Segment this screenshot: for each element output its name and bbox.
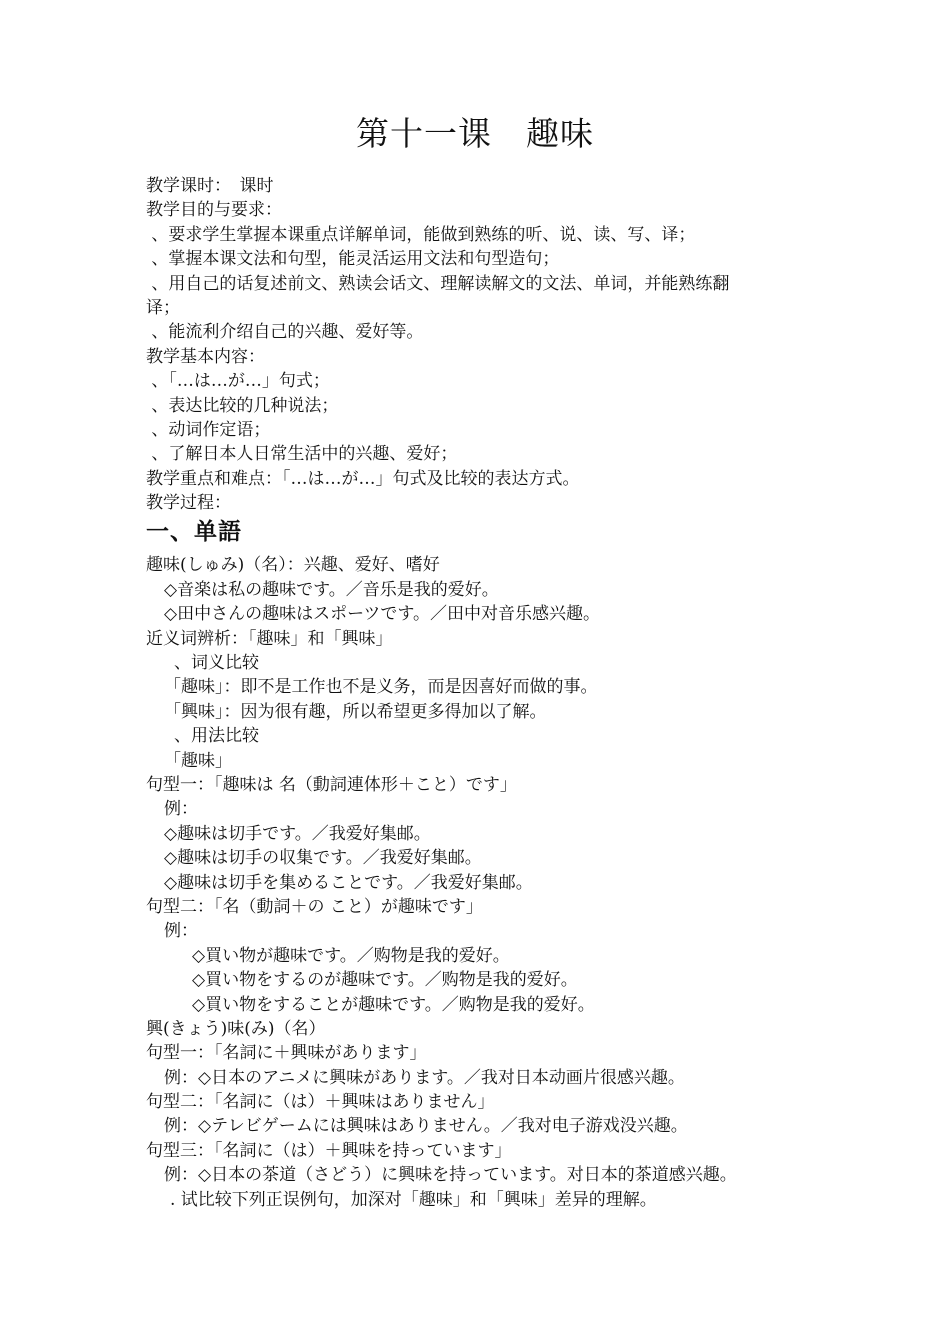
section-heading: 一、单語 [146, 519, 242, 546]
document-body [146, 174, 826, 1212]
text-line: 、动词作定语； [146, 419, 271, 440]
example-line: ◇音楽は私の趣味です。／音乐是我的爱好。 [164, 579, 499, 600]
text-line: 教学基本内容： [146, 346, 265, 367]
text-line: . 试比较下列正误例句，加深对「趣味」和「興味」差异的理解。 [170, 1189, 657, 1210]
example-line: ◇買い物が趣味です。／购物是我的爱好。 [192, 945, 510, 966]
text-line: 、表达比较的几种说法； [146, 395, 339, 416]
text-line: 、了解日本人日常生活中的兴趣、爱好； [146, 444, 458, 465]
example-line: 例：◇日本のアニメに興味があります。／我对日本动画片很感兴趣。 [164, 1067, 685, 1088]
text-line: 例： [164, 921, 198, 942]
text-line: 教学课时： 课时 [146, 176, 274, 196]
example-line: ◇趣味は切手の収集です。／我爱好集邮。 [164, 848, 482, 869]
text-line: 、能流利介绍自己的兴趣、爱好等。 [146, 322, 424, 343]
text-line: 句型一：「名詞に＋興味があります」 [146, 1043, 427, 1064]
example-line: 例：◇テレビゲームには興味はありません。／我对电子游戏没兴趣。 [164, 1116, 688, 1137]
text-line: 教学重点和难点：「…は…が…」句式及比较的表达方式。 [146, 468, 580, 489]
text-line: 译； [146, 297, 180, 318]
example-line: 例：◇日本の茶道（さどう）に興味を持っています。对日本的茶道感兴趣。 [164, 1165, 737, 1186]
text-line: 、用法比较 [174, 726, 259, 747]
text-line: 句型二：「名詞に（は）＋興味はありません」 [146, 1092, 495, 1113]
example-line: ◇趣味は切手を集めることです。／我爱好集邮。 [164, 872, 533, 893]
text-line: 句型三：「名詞に（は）＋興味を持っています」 [146, 1140, 512, 1161]
example-line: ◇田中さんの趣味はスポーツです。／田中对音乐感兴趣。 [164, 604, 601, 625]
example-line: ◇買い物をするのが趣味です。／购物是我的爱好。 [192, 970, 578, 991]
text-line: 「趣味」 [164, 750, 232, 771]
text-line: 、掌握本课文法和句型，能灵活运用文法和句型造句； [146, 249, 560, 270]
text-line: 教学过程： [146, 493, 231, 514]
page-title: 第十一课 趣味 [356, 114, 594, 153]
text-line: 興(きょう)味(み)（名） [146, 1018, 326, 1039]
text-line: 、词义比较 [174, 653, 259, 674]
text-line: 、「…は…が…」句式； [146, 371, 330, 392]
text-line: 、用自己的话复述前文、熟读会话文、理解读解文的文法、单词，并能熟练翻 [146, 273, 730, 294]
text-line: 例： [164, 799, 198, 820]
text-line: 「興味」：因为很有趣，所以希望更多得加以了解。 [164, 701, 547, 722]
example-line: ◇買い物をすることが趣味です。／购物是我的爱好。 [192, 994, 595, 1015]
text-line: 「趣味」：即不是工作也不是义务，而是因喜好而做的事。 [164, 677, 598, 698]
text-line: 句型一：「趣味は 名（動詞連体形＋こと）です」 [146, 774, 517, 795]
text-line: 教学目的与要求： [146, 200, 282, 221]
text-line: 句型二：「名（動詞＋の こと）が趣味です」 [146, 896, 483, 917]
text-line: 近义词辨析：「趣味」和「興味」 [146, 628, 393, 649]
example-line: ◇趣味は切手です。／我爱好集邮。 [164, 823, 431, 844]
text-line: 、要求学生掌握本课重点详解单词，能做到熟练的听、说、读、写、译； [146, 224, 696, 245]
text-line: 趣味(しゅみ)（名）：兴趣、爱好、嗜好 [146, 555, 440, 576]
